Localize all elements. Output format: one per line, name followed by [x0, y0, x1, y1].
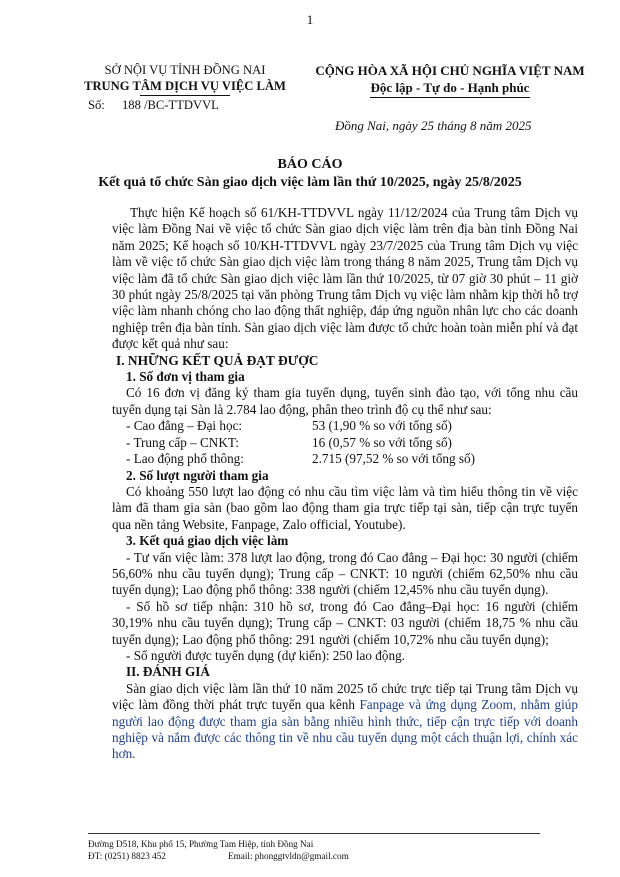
footer-address: Đường D518, Khu phố 15, Phường Tam Hiệp, tỉnh Đồng Nai: [88, 839, 314, 849]
document-title: BÁO CÁO: [277, 157, 343, 172]
level-value: 16 (0,57 % so với tổng số): [312, 434, 452, 450]
document-subtitle: Kết quả tổ chức Sàn giao dịch việc làm lần thứ 10/2025, ngày 25/8/2025: [98, 175, 522, 190]
level-value: 2.715 (97,52 % so với tổng số): [312, 451, 476, 467]
document-date: Đồng Nai, ngày 25 tháng 8 năm 2025: [335, 118, 532, 133]
org-underline: [140, 95, 230, 96]
section-2-heading: II. ĐÁNH GIÁ: [126, 664, 210, 680]
national-header: [290, 62, 610, 98]
evaluation-text-a: Sàn giao dịch việc làm lần thứ 10 năm 2025 tổ chức trực tiếp tại Trung tâm Dịch vụ việc làm đồng thời phát trực tuyến qua kênh: [112, 680, 578, 713]
level-label: - Lao động phổ thông:: [126, 451, 244, 467]
subsection-2-heading: 2. Số lượt người tham gia: [126, 467, 269, 483]
issuer-header: [60, 62, 310, 113]
footer-phone: ĐT: (0251) 8823 452: [88, 851, 166, 861]
level-row: [112, 451, 578, 467]
page-number: 1: [306, 12, 314, 27]
subsection-3-heading: 3. Kết quả giao dịch việc làm: [126, 533, 289, 549]
evaluation-paragraph: [112, 681, 578, 763]
nation-name: CỘNG HÒA XÃ HỘI CHỦ NGHĨA VIỆT NAM: [315, 63, 585, 78]
footer-email: Email: phonggtvldn@gmail.com: [228, 851, 349, 861]
level-label: - Trung cấp – CNKT:: [126, 434, 239, 450]
level-row: [112, 435, 578, 451]
document-number: [60, 97, 310, 113]
consulting-result: - Tư vấn việc làm: 378 lượt lao động, trong đó Cao đẳng – Đại học: 30 người (chiếm 56,60% nhu cầu tuyển dụng); Trung cấp – CNKT: 10 người (chiếm 62,50% nhu cầu tuyển dụng); Lao động phổ thông: 338 người (chiếm 12,45% nhu cầu tuyển dụng).: [112, 549, 578, 598]
subsection-1-text: Có 16 đơn vị đăng ký tham gia tuyển dụng, tuyển sinh đào tạo, với tổng nhu cầu tuyển dụng tại Sàn là 2.784 lao động, phân theo trình độ cụ thể như sau:: [112, 385, 578, 417]
level-label: - Cao đẳng – Đại học:: [126, 418, 243, 434]
subsection-2-text: Có khoảng 550 lượt lao động có nhu cầu tìm việc làm và tìm hiểu thông tin về việc làm đã tham gia sàn (bao gồm lao động tham gia trực tiếp tại sàn, tiếp cận trực tuyến qua nền tảng Website, Fanpage, Zalo official, Youtube).: [112, 483, 578, 532]
hiring-result: - Số người được tuyển dụng (dự kiến): 250 lao động.: [126, 647, 405, 663]
level-value: 53 (1,90 % so với tổng số): [312, 418, 452, 434]
so-value: 188 /BC-TTDVVL: [121, 98, 219, 112]
section-1-heading: I. NHỮNG KẾT QUẢ ĐẠT ĐƯỢC: [116, 352, 319, 368]
subsection-1-heading: 1. Số đơn vị tham gia: [126, 369, 245, 385]
document-body: [112, 205, 578, 763]
level-row: [112, 418, 578, 434]
motto: Độc lập - Tự do - Hạnh phúc: [370, 80, 530, 95]
footer-divider: [88, 833, 540, 834]
organization-name: TRUNG TÂM DỊCH VỤ VIỆC LÀM: [84, 79, 286, 93]
so-label: Số:: [88, 98, 105, 112]
document-title-block: [0, 156, 620, 192]
evaluation-text-b: Fanpage và ứng dụng Zoom, nhằm giúp người lao động được tham gia sàn bằng nhiều hình thức, tiếp cận trực tiếp với doanh nghiệp và nắm được các thông tin về nhu cầu tuyển dụng một cách thuận lợi, chính xác hơn.: [112, 697, 578, 762]
intro-paragraph: Thực hiện Kế hoạch số 61/KH-TTDVVL ngày 11/12/2024 của Trung tâm Dịch vụ việc làm Đồng Nai về việc tổ chức Sàn giao dịch việc làm trên địa bàn tỉnh Đồng Nai năm 2025; Kế hoạch số 10/KH-TTDVVL ngày 23/7/2025 của Trung tâm Dịch vụ việc làm về việc tổ chức Sàn giao dịch việc làm trong tháng 8 năm 2025, Trung tâm Dịch vụ việc làm đã tổ chức Sàn giao dịch việc làm lần thứ 10/2025, từ 07 giờ 30 phút – 11 giờ 30 phút ngày 25/8/2025 tại văn phòng Trung tâm Dịch vụ việc làm nhằm kịp thời hỗ trợ việc làm nhanh chóng cho lao động thất nghiệp, đáp ứng nguồn nhân lực cho các doanh nghiệp trên địa bàn tỉnh. Sàn giao dịch việc làm được tổ chức hoàn toàn miễn phí và đạt được kết quả như sau:: [112, 205, 578, 352]
agency-name: SỞ NỘI VỤ TỈNH ĐỒNG NAI: [104, 63, 266, 77]
motto-underline: [370, 97, 530, 98]
applications-result: - Số hồ sơ tiếp nhận: 310 hồ sơ, trong đó Cao đẳng–Đại học: 16 người (chiếm 30,19% nhu cầu tuyển dụng); Trung cấp – CNKT: 03 người (chiếm 18,75 % nhu cầu tuyển dụng); Lao động phổ thông: 291 người (chiếm 10,72% nhu cầu tuyển dụng);: [112, 598, 578, 647]
footer: [88, 838, 568, 862]
